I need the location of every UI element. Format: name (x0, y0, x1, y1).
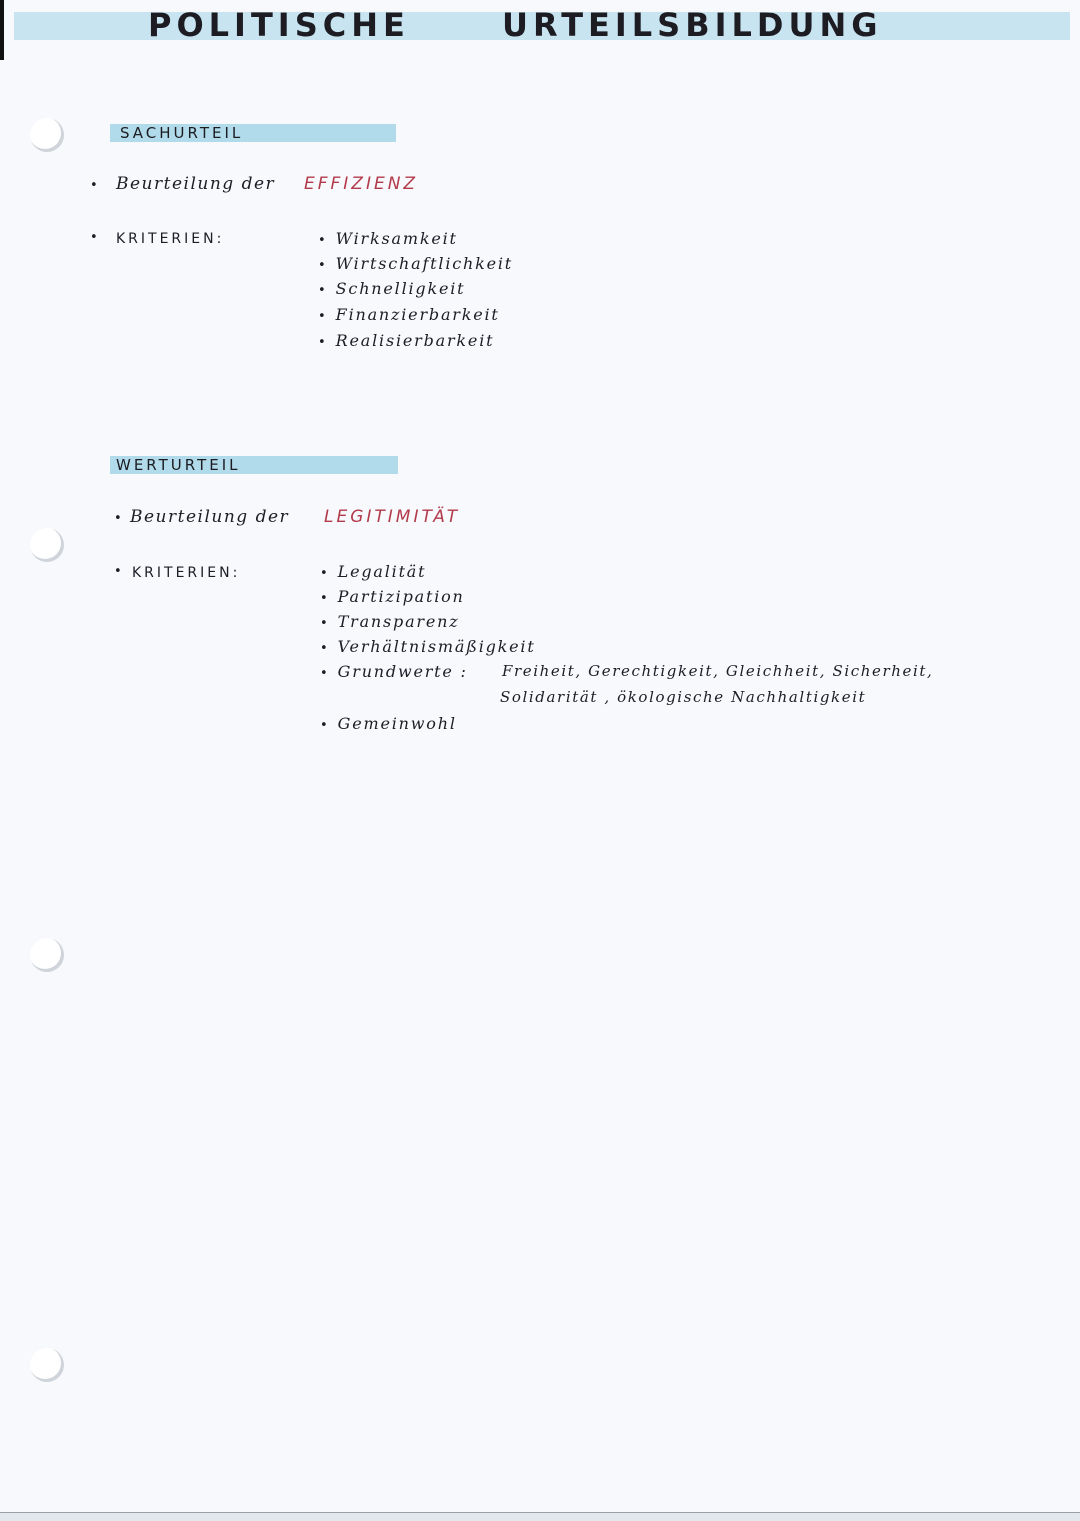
list-item: • Legalität (320, 562, 427, 581)
werturteil-heading: WERTURTEIL (116, 456, 241, 474)
bullet-dot: • (114, 564, 122, 579)
punch-hole (30, 1348, 64, 1382)
list-item: • Grundwerte : (320, 662, 468, 681)
list-item: • Finanzierbarkeit (318, 305, 500, 324)
list-item: • Gemeinwohl (320, 714, 457, 733)
grundwerte-line2: Solidarität , ökologische Nachhaltigkeit (500, 688, 867, 706)
werturteil-lead: Beurteilung der (130, 507, 290, 527)
list-item: • Realisierbarkeit (318, 331, 495, 350)
list-item: • Schnelligkeit (318, 279, 466, 298)
punch-hole (30, 118, 64, 152)
sachurteil-lead: Beurteilung der (116, 174, 276, 194)
sachurteil-heading: SACHURTEIL (120, 124, 244, 142)
bullet-dot: • (90, 230, 98, 245)
grundwerte-line1: Freiheit, Gerechtigkeit, Gleichheit, Sicherheit, (502, 662, 934, 680)
page-title-part1: POLITISCHE (148, 6, 410, 44)
list-item: • Verhältnismäßigkeit (320, 637, 536, 656)
list-item: • Wirksamkeit (318, 229, 458, 248)
page-title-part2: URTEILSBILDUNG (502, 6, 883, 44)
list-item: • Partizipation (320, 587, 465, 606)
page-bottom-edge (0, 1512, 1080, 1521)
list-item: • Transparenz (320, 612, 460, 631)
punch-hole (30, 938, 64, 972)
werturteil-criteria-label: KRITERIEN: (132, 565, 241, 581)
werturteil-keyword: LEGITIMITÄT (324, 507, 461, 527)
sachurteil-criteria-label: KRITERIEN: (116, 231, 225, 247)
page-edge (0, 0, 4, 60)
punch-hole (30, 528, 64, 562)
list-item: • Wirtschaftlichkeit (318, 254, 514, 273)
bullet-dot: • (114, 511, 122, 526)
sachurteil-keyword: EFFIZIENZ (304, 174, 419, 194)
bullet-dot: • (90, 178, 98, 193)
